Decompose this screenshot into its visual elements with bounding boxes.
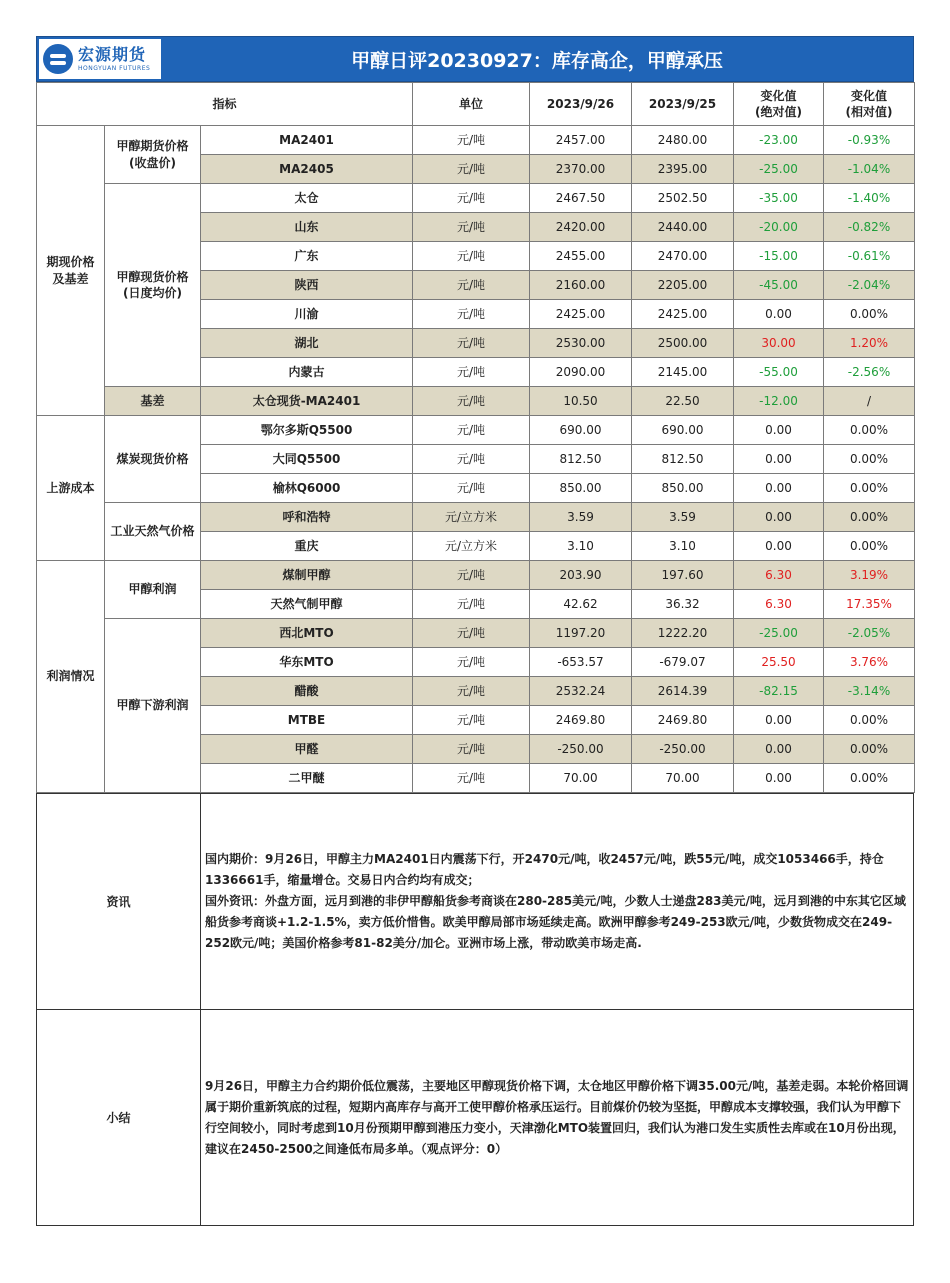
value-date1: -250.00 [530, 735, 632, 764]
category-cell: 利润情况 [37, 561, 105, 793]
value-date1: 2090.00 [530, 358, 632, 387]
unit-cell: 元/吨 [413, 126, 530, 155]
value-date2: -250.00 [632, 735, 734, 764]
change-rel: -0.61% [824, 242, 915, 271]
indicator-name: 醋酸 [201, 677, 413, 706]
unit-cell: 元/吨 [413, 416, 530, 445]
value-date1: 203.90 [530, 561, 632, 590]
company-logo [39, 39, 161, 79]
value-date2: 3.59 [632, 503, 734, 532]
change-rel: -1.04% [824, 155, 915, 184]
indicator-name: 煤制甲醇 [201, 561, 413, 590]
indicator-name: 川渝 [201, 300, 413, 329]
value-date2: 2395.00 [632, 155, 734, 184]
col-unit: 单位 [413, 83, 530, 126]
news-domestic: 国内期价：9月26日，甲醇主力MA2401日内震荡下行，开2470元/吨，收2457元/吨，跌55元/吨，成交1053466手，持仓1336661手，缩量增仓。交易日内合约均有成交； [205, 852, 884, 887]
value-date2: 36.32 [632, 590, 734, 619]
change-rel: -3.14% [824, 677, 915, 706]
unit-cell: 元/吨 [413, 561, 530, 590]
change-abs: -23.00 [734, 126, 824, 155]
change-rel: -2.56% [824, 358, 915, 387]
unit-cell: 元/吨 [413, 619, 530, 648]
change-abs: 0.00 [734, 706, 824, 735]
change-abs: 25.50 [734, 648, 824, 677]
subcategory-cell: 甲醇利润 [105, 561, 201, 619]
unit-cell: 元/吨 [413, 271, 530, 300]
change-rel: -2.04% [824, 271, 915, 300]
unit-cell: 元/吨 [413, 213, 530, 242]
value-date2: 1222.20 [632, 619, 734, 648]
summary-content: 9月26日，甲醇主力合约期价低位震荡，主要地区甲醇现货价格下调，太仓地区甲醇价格下调35.00元/吨，基差走弱。本轮价格回调属于期价重新筑底的过程，短期内高库存与高开工使甲醇价格承压运行。目前煤价仍较为坚挺，甲醇成本支撑较强，我们认为甲醇下行空间较小，同时考虑到10月份预期甲醇到港压力变小，天津渤化MTO装置回归，我们认为港口发生实质性去库或在10月份出现，建议在2450-2500之间逢低布局多单。（观点评分：0） [201, 1010, 914, 1226]
value-date1: 2457.00 [530, 126, 632, 155]
change-rel: -1.40% [824, 184, 915, 213]
change-abs: 6.30 [734, 561, 824, 590]
unit-cell: 元/吨 [413, 474, 530, 503]
notes-table [36, 793, 914, 1226]
logo-name: 宏源期货 [78, 44, 147, 64]
header-row [37, 83, 915, 126]
indicator-name: 榆林Q6000 [201, 474, 413, 503]
change-rel: 3.19% [824, 561, 915, 590]
value-date1: 2370.00 [530, 155, 632, 184]
value-date2: 2502.50 [632, 184, 734, 213]
change-abs: 0.00 [734, 445, 824, 474]
change-abs: -82.15 [734, 677, 824, 706]
indicator-name: 甲醛 [201, 735, 413, 764]
col-change-abs: 变化值 (绝对值) [734, 83, 824, 126]
value-date1: 70.00 [530, 764, 632, 793]
col-indicator: 指标 [37, 83, 413, 126]
table-row [37, 561, 915, 590]
unit-cell: 元/吨 [413, 590, 530, 619]
col-date2: 2023/9/25 [632, 83, 734, 126]
unit-cell: 元/立方米 [413, 532, 530, 561]
indicator-name: MA2405 [201, 155, 413, 184]
unit-cell: 元/吨 [413, 735, 530, 764]
logo-icon [43, 44, 73, 74]
value-date1: 10.50 [530, 387, 632, 416]
change-rel: 3.76% [824, 648, 915, 677]
summary-label: 小结 [37, 1010, 201, 1226]
value-date2: 22.50 [632, 387, 734, 416]
indicator-name: 华东MTO [201, 648, 413, 677]
indicator-name: 太仓 [201, 184, 413, 213]
unit-cell: 元/吨 [413, 329, 530, 358]
news-content [201, 794, 914, 1010]
table-row [37, 416, 915, 445]
indicator-name: 鄂尔多斯Q5500 [201, 416, 413, 445]
value-date2: 2614.39 [632, 677, 734, 706]
indicator-name: 内蒙古 [201, 358, 413, 387]
unit-cell: 元/吨 [413, 387, 530, 416]
change-abs: 0.00 [734, 416, 824, 445]
value-date1: 2420.00 [530, 213, 632, 242]
value-date1: 3.59 [530, 503, 632, 532]
change-rel: 0.00% [824, 445, 915, 474]
value-date1: 3.10 [530, 532, 632, 561]
unit-cell: 元/立方米 [413, 503, 530, 532]
change-abs: -25.00 [734, 155, 824, 184]
unit-cell: 元/吨 [413, 242, 530, 271]
value-date2: 690.00 [632, 416, 734, 445]
change-abs: 0.00 [734, 532, 824, 561]
change-abs: 0.00 [734, 503, 824, 532]
table-row [37, 184, 915, 213]
value-date1: 2160.00 [530, 271, 632, 300]
value-date2: 2145.00 [632, 358, 734, 387]
change-abs: 30.00 [734, 329, 824, 358]
change-rel: 0.00% [824, 532, 915, 561]
value-date1: 2469.80 [530, 706, 632, 735]
table-row [37, 387, 915, 416]
indicator-name: 湖北 [201, 329, 413, 358]
value-date1: 2530.00 [530, 329, 632, 358]
title-bar [36, 36, 914, 82]
change-abs: -15.00 [734, 242, 824, 271]
value-date2: 2440.00 [632, 213, 734, 242]
value-date2: 812.50 [632, 445, 734, 474]
value-date2: 2500.00 [632, 329, 734, 358]
change-abs: -45.00 [734, 271, 824, 300]
change-rel: 0.00% [824, 416, 915, 445]
change-abs: -55.00 [734, 358, 824, 387]
indicator-name: 呼和浩特 [201, 503, 413, 532]
value-date2: 3.10 [632, 532, 734, 561]
value-date2: 70.00 [632, 764, 734, 793]
subcategory-cell: 煤炭现货价格 [105, 416, 201, 503]
report-sheet [36, 36, 914, 1226]
change-rel: -0.93% [824, 126, 915, 155]
indicator-name: 太仓现货-MA2401 [201, 387, 413, 416]
indicator-name: 陕西 [201, 271, 413, 300]
indicator-name: 广东 [201, 242, 413, 271]
change-rel: / [824, 387, 915, 416]
change-rel: -0.82% [824, 213, 915, 242]
value-date2: 2205.00 [632, 271, 734, 300]
change-rel: 0.00% [824, 764, 915, 793]
subcategory-cell: 甲醇下游利润 [105, 619, 201, 793]
value-date1: 850.00 [530, 474, 632, 503]
table-row [37, 503, 915, 532]
indicator-table [36, 82, 915, 793]
indicator-name: 大同Q5500 [201, 445, 413, 474]
change-abs: 0.00 [734, 300, 824, 329]
change-rel: 0.00% [824, 735, 915, 764]
subcategory-cell: 工业天然气价格 [105, 503, 201, 561]
change-rel: 0.00% [824, 300, 915, 329]
table-row [37, 619, 915, 648]
change-abs: 0.00 [734, 764, 824, 793]
unit-cell: 元/吨 [413, 677, 530, 706]
change-rel: -2.05% [824, 619, 915, 648]
unit-cell: 元/吨 [413, 764, 530, 793]
indicator-name: 西北MTO [201, 619, 413, 648]
indicator-name: 天然气制甲醇 [201, 590, 413, 619]
value-date2: 2480.00 [632, 126, 734, 155]
category-cell: 期现价格 及基差 [37, 126, 105, 416]
value-date2: 2425.00 [632, 300, 734, 329]
value-date2: 197.60 [632, 561, 734, 590]
value-date1: 690.00 [530, 416, 632, 445]
value-date2: 2470.00 [632, 242, 734, 271]
indicator-name: MA2401 [201, 126, 413, 155]
value-date1: -653.57 [530, 648, 632, 677]
value-date1: 2455.00 [530, 242, 632, 271]
unit-cell: 元/吨 [413, 184, 530, 213]
indicator-name: MTBE [201, 706, 413, 735]
logo-english: HONGYUAN FUTURES [78, 64, 151, 72]
unit-cell: 元/吨 [413, 445, 530, 474]
change-abs: -12.00 [734, 387, 824, 416]
table-row [37, 126, 915, 155]
category-cell: 上游成本 [37, 416, 105, 561]
value-date1: 1197.20 [530, 619, 632, 648]
value-date1: 812.50 [530, 445, 632, 474]
value-date2: 2469.80 [632, 706, 734, 735]
unit-cell: 元/吨 [413, 648, 530, 677]
change-abs: 0.00 [734, 735, 824, 764]
change-abs: 0.00 [734, 474, 824, 503]
change-abs: -20.00 [734, 213, 824, 242]
change-abs: -25.00 [734, 619, 824, 648]
value-date2: 850.00 [632, 474, 734, 503]
value-date1: 2467.50 [530, 184, 632, 213]
change-abs: -35.00 [734, 184, 824, 213]
unit-cell: 元/吨 [413, 706, 530, 735]
subcategory-cell: 甲醇期货价格 (收盘价) [105, 126, 201, 184]
change-rel: 1.20% [824, 329, 915, 358]
change-rel: 0.00% [824, 474, 915, 503]
change-rel: 0.00% [824, 503, 915, 532]
value-date2: -679.07 [632, 648, 734, 677]
unit-cell: 元/吨 [413, 300, 530, 329]
unit-cell: 元/吨 [413, 358, 530, 387]
news-label: 资讯 [37, 794, 201, 1010]
value-date1: 42.62 [530, 590, 632, 619]
change-rel: 17.35% [824, 590, 915, 619]
indicator-name: 山东 [201, 213, 413, 242]
value-date1: 2532.24 [530, 677, 632, 706]
value-date1: 2425.00 [530, 300, 632, 329]
page-title: 甲醇日评20230927：库存高企，甲醇承压 [351, 49, 723, 72]
col-change-rel: 变化值 (相对值) [824, 83, 915, 126]
change-rel: 0.00% [824, 706, 915, 735]
unit-cell: 元/吨 [413, 155, 530, 184]
news-foreign: 国外资讯：外盘方面，远月到港的非伊甲醇船货参考商谈在280-285美元/吨，少数人士递盘283美元/吨，远月到港的中东其它区域船货参考商谈+1.2-1.5%，卖方低价惜售。欧美甲醇局部市场延续走高。欧洲甲醇参考249-253欧元/吨，少数货物成交在249-252欧元/吨；美国价格参考81-82美分/加仑。亚洲市场上涨，带动欧美市场走高. [205, 894, 906, 950]
indicator-name: 重庆 [201, 532, 413, 561]
col-date1: 2023/9/26 [530, 83, 632, 126]
change-abs: 6.30 [734, 590, 824, 619]
indicator-name: 二甲醚 [201, 764, 413, 793]
subcategory-cell: 甲醇现货价格 (日度均价) [105, 184, 201, 387]
subcategory-cell: 基差 [105, 387, 201, 416]
